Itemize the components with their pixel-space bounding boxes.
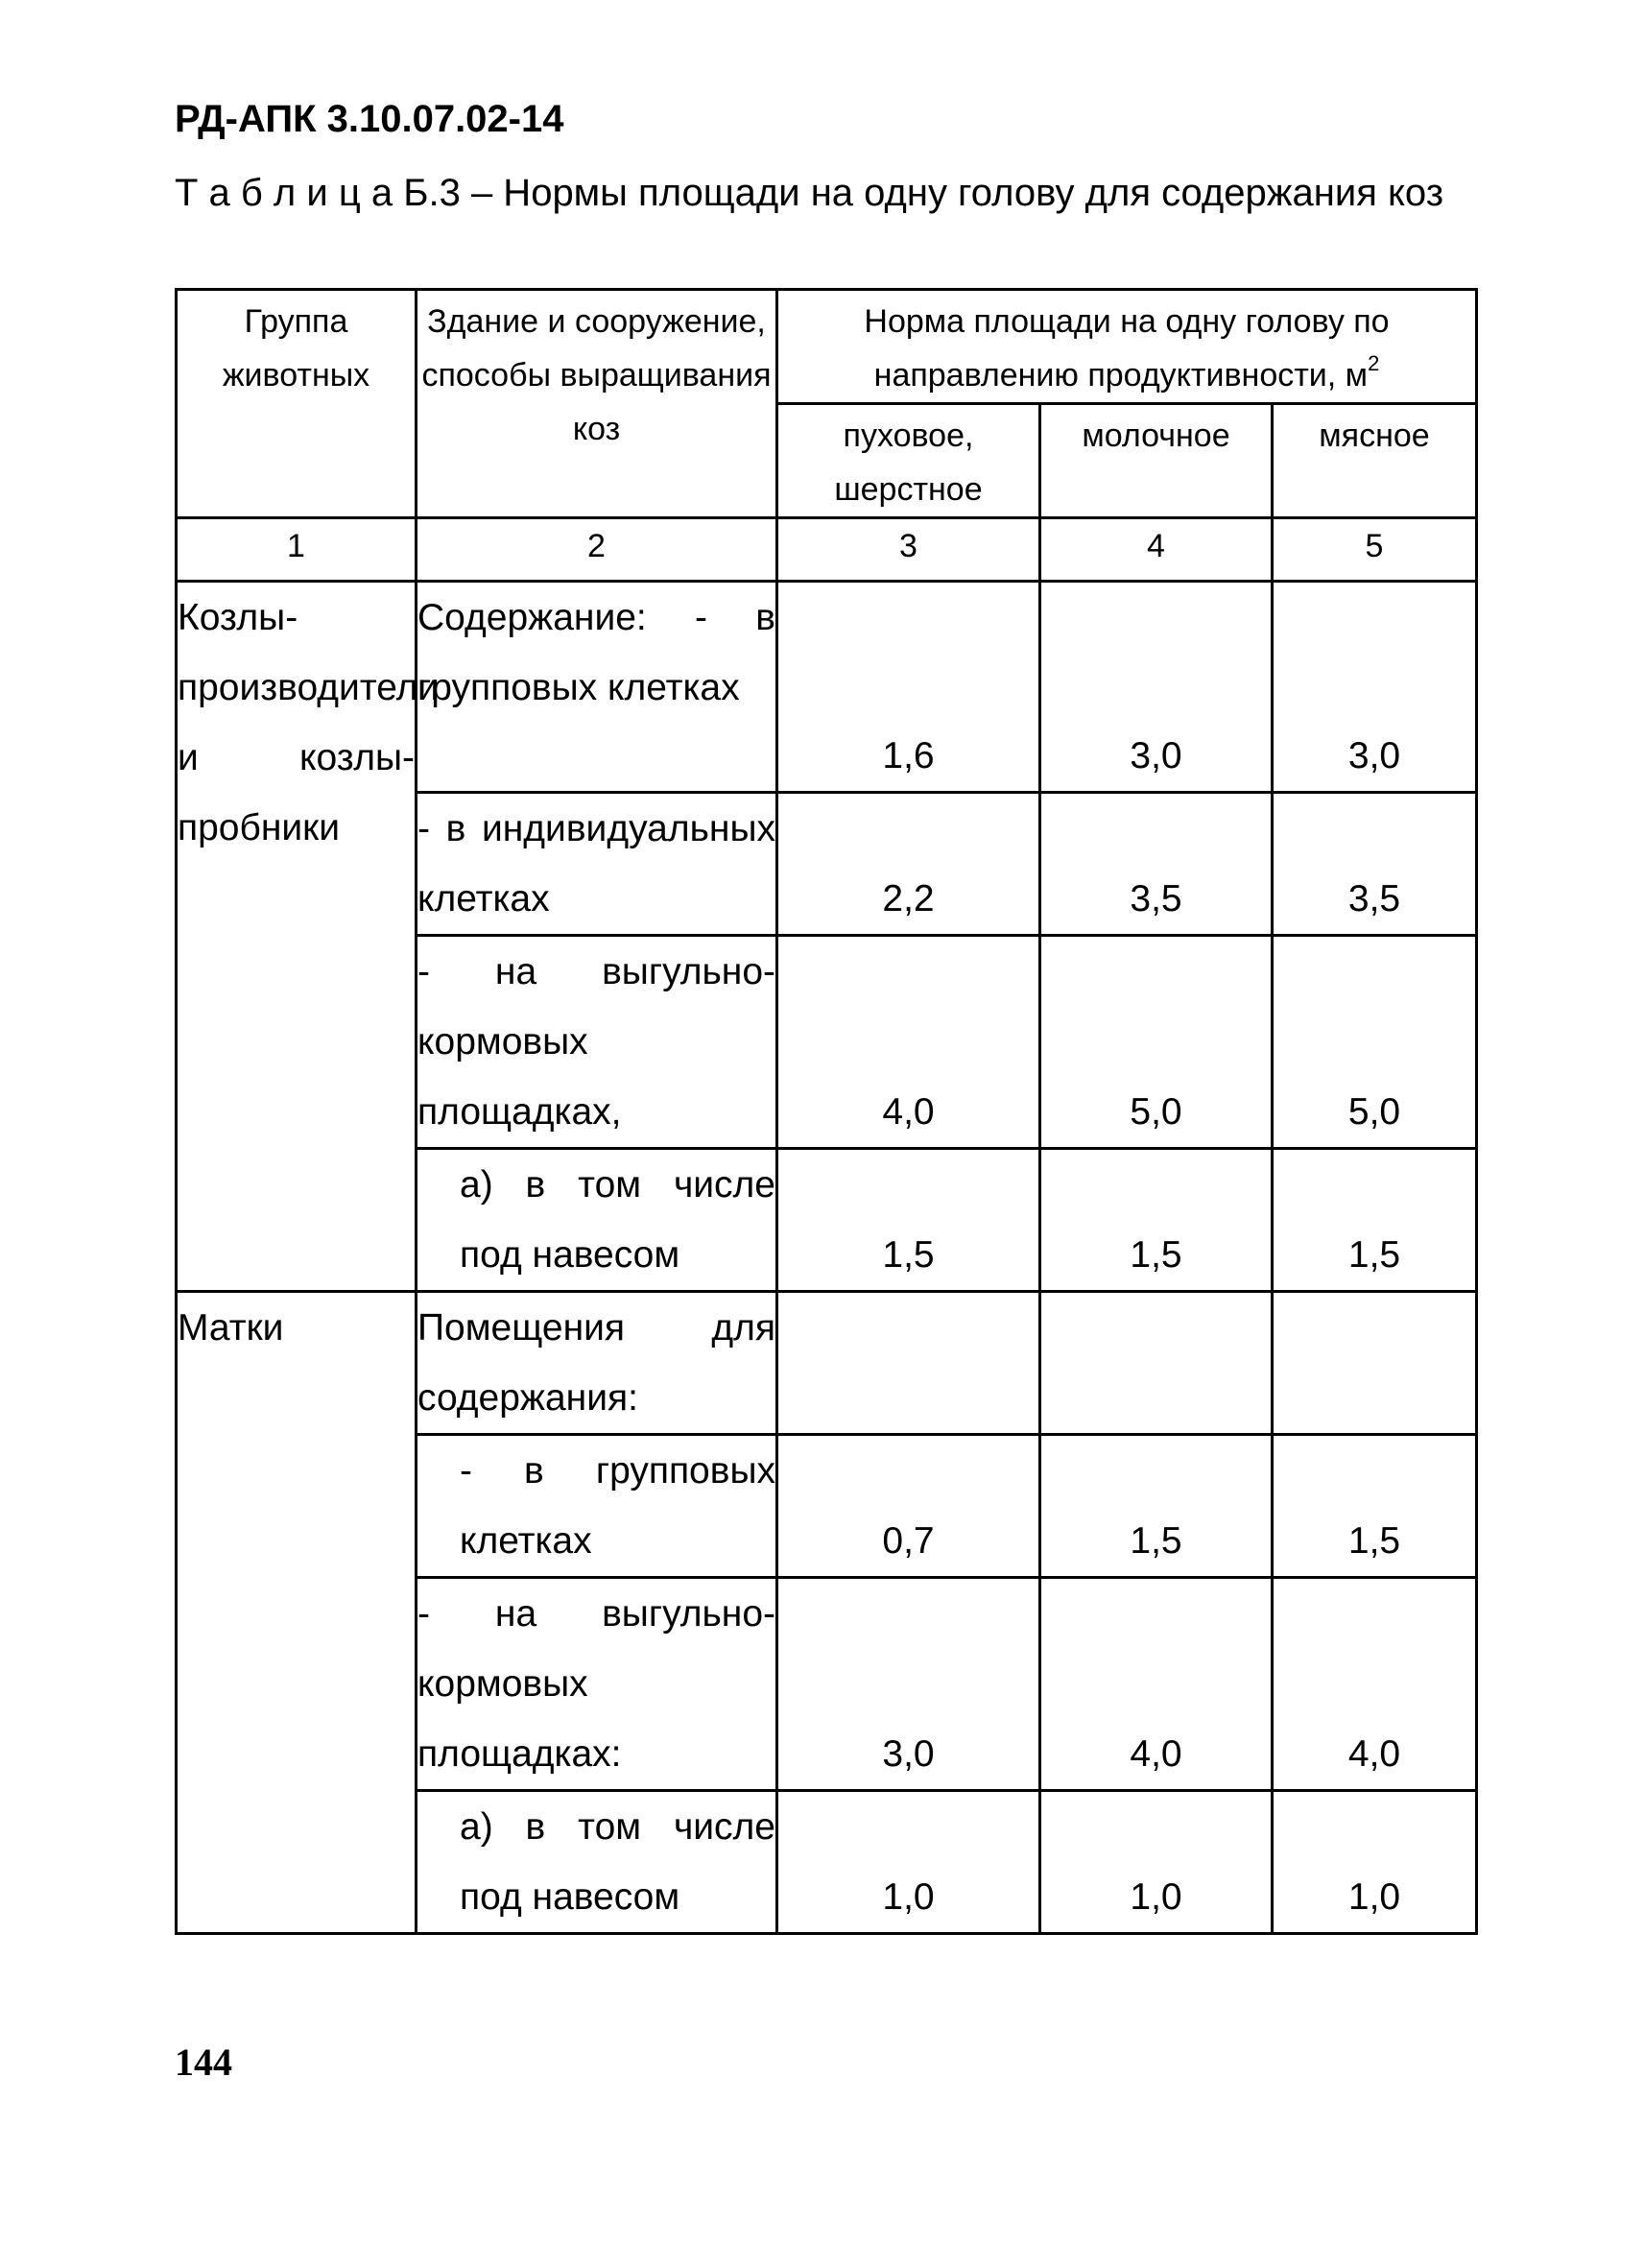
group-name: Матки bbox=[177, 1292, 417, 1934]
header-norm bbox=[777, 290, 1477, 404]
row-description: а) в том числе под навесом bbox=[417, 1791, 777, 1934]
value-cell: 1,0 bbox=[1273, 1791, 1477, 1934]
row-description: - на выгульно-кормовых площадках, bbox=[417, 936, 777, 1149]
value-cell: 5,0 bbox=[1040, 936, 1273, 1149]
column-number: 2 bbox=[417, 518, 777, 582]
value-cell: 1,0 bbox=[777, 1791, 1040, 1934]
header-building: Здание и сооружение, способы выращивания коз bbox=[417, 290, 777, 518]
area-norms-table bbox=[175, 288, 1478, 1935]
row-description: - в индивидуальных клетках bbox=[417, 793, 777, 936]
header-sub-down-wool: пуховое, шерстное bbox=[777, 404, 1040, 518]
value-cell: 3,0 bbox=[1273, 582, 1477, 793]
page-number: 144 bbox=[175, 2041, 232, 2084]
value-cell: 2,2 bbox=[777, 793, 1040, 936]
value-cell bbox=[1040, 1292, 1273, 1435]
header-sub-dairy: молочное bbox=[1040, 404, 1273, 518]
row-description: Помещения для содержания: bbox=[417, 1292, 777, 1435]
value-cell: 3,0 bbox=[1040, 582, 1273, 793]
column-number: 5 bbox=[1273, 518, 1477, 582]
header-norm-unit-sup: 2 bbox=[1368, 350, 1380, 375]
value-cell: 1,6 bbox=[777, 582, 1040, 793]
column-number: 1 bbox=[177, 518, 417, 582]
row-description: Содержание: - в групповых клетках bbox=[417, 582, 777, 793]
value-cell: 1,5 bbox=[777, 1149, 1040, 1292]
document-code: РД-АПК 3.10.07.02-14 bbox=[175, 98, 564, 140]
value-cell: 1,5 bbox=[1040, 1435, 1273, 1578]
value-cell: 1,0 bbox=[1040, 1791, 1273, 1934]
value-cell: 1,5 bbox=[1273, 1149, 1477, 1292]
value-cell bbox=[777, 1292, 1040, 1435]
value-cell: 1,5 bbox=[1273, 1435, 1477, 1578]
row-description: - на выгульно-кормовых площадках: bbox=[417, 1578, 777, 1791]
column-number: 4 bbox=[1040, 518, 1273, 582]
value-cell: 3,5 bbox=[1040, 793, 1273, 936]
value-cell: 0,7 bbox=[777, 1435, 1040, 1578]
column-number: 3 bbox=[777, 518, 1040, 582]
value-cell: 3,0 bbox=[777, 1578, 1040, 1791]
row-description: а) в том числе под навесом bbox=[417, 1149, 777, 1292]
row-description: - в групповых клетках bbox=[417, 1435, 777, 1578]
value-cell: 5,0 bbox=[1273, 936, 1477, 1149]
value-cell: 4,0 bbox=[1040, 1578, 1273, 1791]
table-caption: Т а б л и ц а Б.3 – Нормы площади на одну голову для содержания коз bbox=[175, 172, 1444, 214]
value-cell: 3,5 bbox=[1273, 793, 1477, 936]
value-cell: 1,5 bbox=[1040, 1149, 1273, 1292]
group-name: Козлы-производители и козлы-пробники bbox=[177, 582, 417, 1292]
value-cell: 4,0 bbox=[777, 936, 1040, 1149]
value-cell bbox=[1273, 1292, 1477, 1435]
header-norm-text: Норма площади на одну голову по направлению продуктивности, м bbox=[864, 303, 1390, 394]
value-cell: 4,0 bbox=[1273, 1578, 1477, 1791]
header-group: Группа животных bbox=[177, 290, 417, 518]
header-sub-meat: мясное bbox=[1273, 404, 1477, 518]
